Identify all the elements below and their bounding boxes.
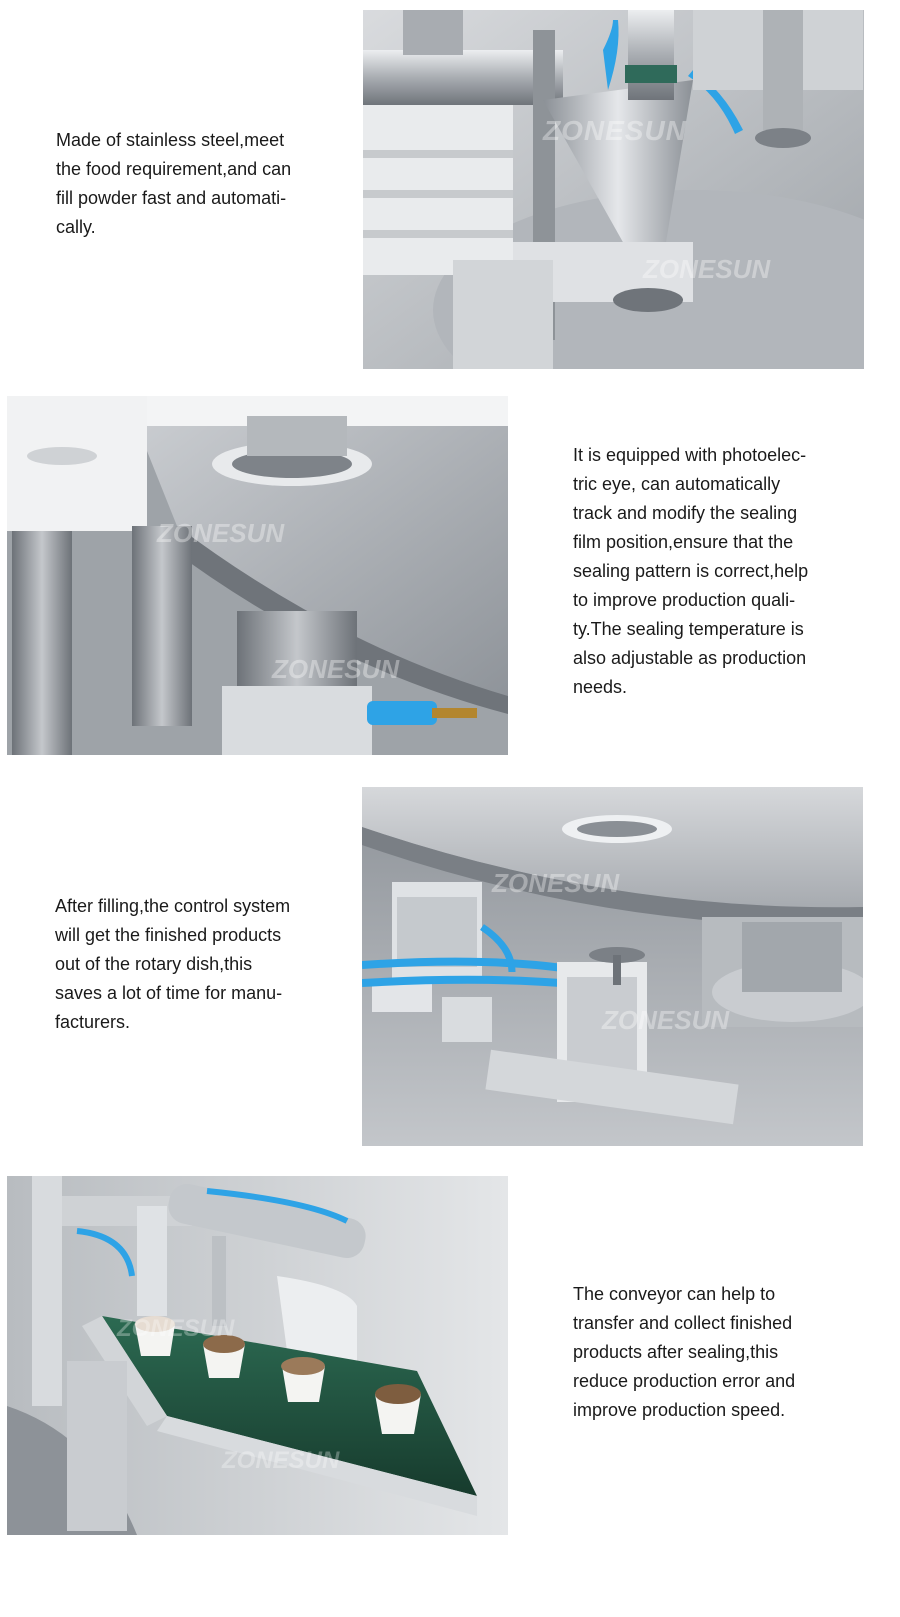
section-1-text: Made of stainless steel,meet the food requirement,and can fill powder fast and automati- cally. — [56, 130, 292, 237]
watermark-3b: ZONESUN — [602, 1005, 730, 1035]
watermark-2: ZONESUN — [157, 518, 285, 548]
section-2-text: It is equipped with photoelec- tric eye, can automatically track and modify the sealing film position,ensure that the sealing pattern is correct,help to improve production quali- ty.The sealing temperature is also adjustable as production needs. — [573, 445, 809, 697]
section-2-photo — [7, 396, 508, 755]
hopper-illustration — [363, 10, 864, 369]
watermark-4b: ZONESUN — [222, 1447, 340, 1474]
watermark-2b: ZONESUN — [272, 654, 400, 684]
section-3-text: After filling,the control system will get the finished products out of the rotary dish,this saves a lot of time for manu- facturers. — [55, 896, 291, 1032]
watermark-3: ZONESUN — [492, 868, 620, 898]
cup-3 — [281, 1357, 325, 1402]
section-4-photo — [7, 1176, 508, 1535]
rotary-dish-illustration — [7, 396, 508, 755]
watermark-1: ZONESUN — [543, 115, 687, 146]
section-4-text: The conveyor can help to transfer and collect finished products after sealing,this reduce production error and improve production speed. — [573, 1284, 796, 1420]
conveyor-illustration — [7, 1176, 508, 1535]
section-1-photo — [363, 10, 864, 369]
section-3-photo — [362, 787, 863, 1146]
watermark-1b: ZONESUN — [643, 254, 771, 284]
cup-4 — [375, 1384, 421, 1434]
watermark-4: ZONESUN — [117, 1315, 235, 1342]
ejector-illustration — [362, 787, 863, 1146]
